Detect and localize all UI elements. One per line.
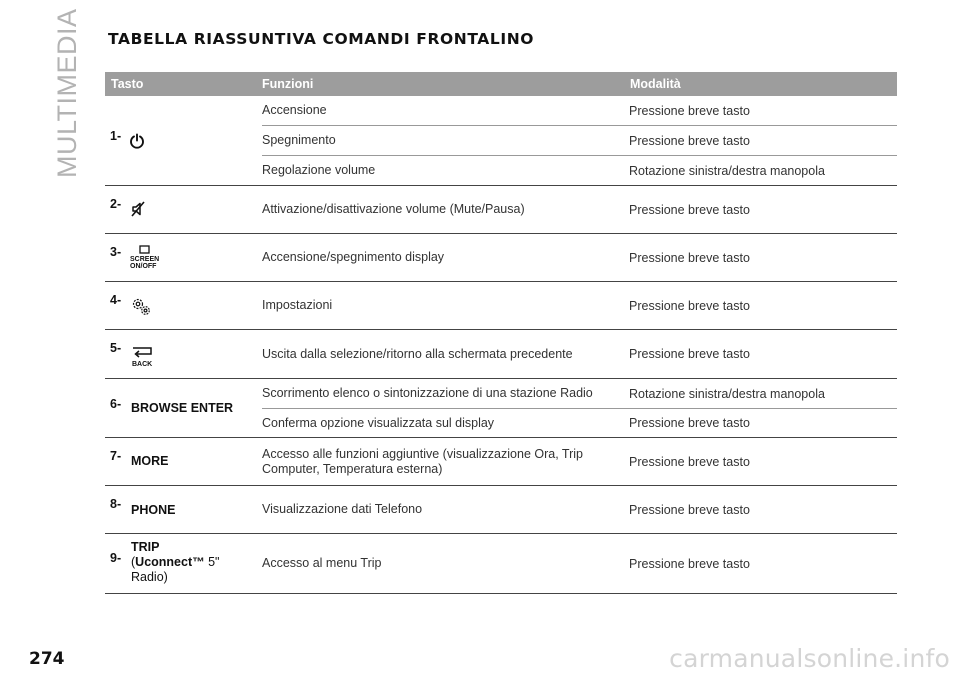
funzione-text: Regolazione volume	[262, 163, 376, 177]
key-label-uconnect: Uconnect™	[135, 555, 205, 569]
header-funzioni: Funzioni	[262, 77, 314, 91]
key-cell	[105, 234, 262, 281]
modalita-text: Pressione breve tasto	[629, 454, 750, 469]
row-item	[262, 125, 897, 155]
power-icon	[129, 133, 145, 154]
table-row	[105, 186, 897, 234]
row-item	[262, 330, 897, 378]
funzione-text: Scorrimento elenco o sintonizzazione di una stazione Radio	[262, 386, 593, 400]
back-icon-text: BACK	[132, 361, 153, 368]
row-number: 3-	[110, 245, 122, 259]
screen-icon-text-1: SCREEN	[130, 256, 159, 263]
table-row	[105, 486, 897, 534]
key-cell	[105, 96, 262, 185]
row-item	[262, 408, 897, 437]
funzione-text: Accensione	[262, 103, 327, 117]
row-item	[262, 186, 897, 233]
table-row	[105, 379, 897, 438]
table-row	[105, 438, 897, 486]
key-label: BROWSE ENTER	[131, 401, 234, 415]
page-number: 274	[29, 649, 65, 669]
modalita-text: Pressione breve tasto	[629, 133, 750, 148]
mute-icon	[129, 200, 147, 223]
settings-icon	[129, 295, 153, 322]
row-item	[262, 155, 897, 185]
row-number: 9-	[110, 551, 122, 565]
key-label: MORE	[131, 454, 169, 468]
funzione-text: Uscita dalla selezione/ritorno alla schermata precedente	[262, 346, 573, 361]
funzione-text: Accensione/spegnimento display	[262, 250, 445, 264]
modalita-text: Pressione breve tasto	[629, 103, 750, 118]
table-row	[105, 534, 897, 594]
section-side-label	[52, 8, 82, 178]
modalita-text: Pressione breve tasto	[629, 416, 750, 430]
funzione-text: Spegnimento	[262, 133, 336, 147]
modalita-text: Rotazione sinistra/destra manopola	[629, 163, 825, 178]
row-number: 4-	[110, 293, 122, 307]
key-cell	[105, 282, 262, 329]
section-label-text: MULTIMEDIA	[52, 8, 82, 178]
modalita-text: Pressione breve tasto	[629, 202, 750, 217]
funzione-text: Visualizzazione dati Telefono	[262, 502, 423, 516]
modalita-text: Pressione breve tasto	[629, 556, 750, 571]
row-number: 5-	[110, 341, 122, 355]
key-cell	[105, 534, 262, 593]
table-row	[105, 330, 897, 379]
funzione-text: Accesso alle funzioni aggiuntive (visualizzazione Ora, Trip Computer, Temperatura esterna)	[262, 446, 583, 476]
modalita-text: Pressione breve tasto	[629, 347, 750, 361]
row-number: 8-	[110, 497, 122, 511]
controls-table	[105, 72, 897, 594]
key-label-size: 5"	[204, 555, 220, 569]
modalita-text: Pressione breve tasto	[629, 298, 750, 313]
funzione-text: Attivazione/disattivazione volume (Mute/Pausa)	[262, 202, 525, 216]
back-icon	[129, 342, 159, 373]
key-cell	[105, 486, 262, 533]
page-title: TABELLA RIASSUNTIVA COMANDI FRONTALINO	[108, 30, 535, 48]
funzione-text: Conferma opzione visualizzata sul display	[262, 415, 495, 430]
modalita-text: Pressione breve tasto	[629, 502, 750, 517]
key-cell	[105, 379, 262, 437]
table-row	[105, 96, 897, 186]
row-number: 1-	[110, 129, 122, 143]
row-item	[262, 534, 897, 593]
key-cell	[105, 186, 262, 233]
key-cell	[105, 438, 262, 485]
row-number: 6-	[110, 397, 122, 411]
row-item	[262, 234, 897, 281]
screen-icon-text-2: ON/OFF	[130, 263, 157, 270]
row-item	[262, 96, 897, 125]
watermark: carmanualsonline.info	[669, 644, 950, 673]
row-number: 7-	[110, 449, 122, 463]
header-tasto: Tasto	[111, 77, 144, 91]
key-label: PHONE	[131, 503, 176, 517]
modalita-text: Rotazione sinistra/destra manopola	[629, 386, 825, 401]
row-item	[262, 438, 897, 485]
row-number: 2-	[110, 197, 122, 211]
table-row	[105, 282, 897, 330]
key-cell	[105, 330, 262, 378]
funzione-text: Accesso al menu Trip	[262, 556, 382, 570]
table-row	[105, 234, 897, 282]
funzione-text: Impostazioni	[262, 298, 333, 312]
row-item	[262, 486, 897, 533]
row-item	[262, 379, 897, 408]
row-item	[262, 282, 897, 329]
key-label-trip: TRIP	[131, 540, 160, 554]
key-label-paren: (	[131, 555, 136, 569]
header-modalita: Modalità	[630, 77, 681, 91]
modalita-text: Pressione breve tasto	[629, 250, 750, 265]
screen-onoff-icon	[129, 245, 159, 276]
key-label	[131, 540, 220, 585]
table-header	[105, 72, 897, 96]
key-label-radio: Radio)	[131, 570, 168, 584]
